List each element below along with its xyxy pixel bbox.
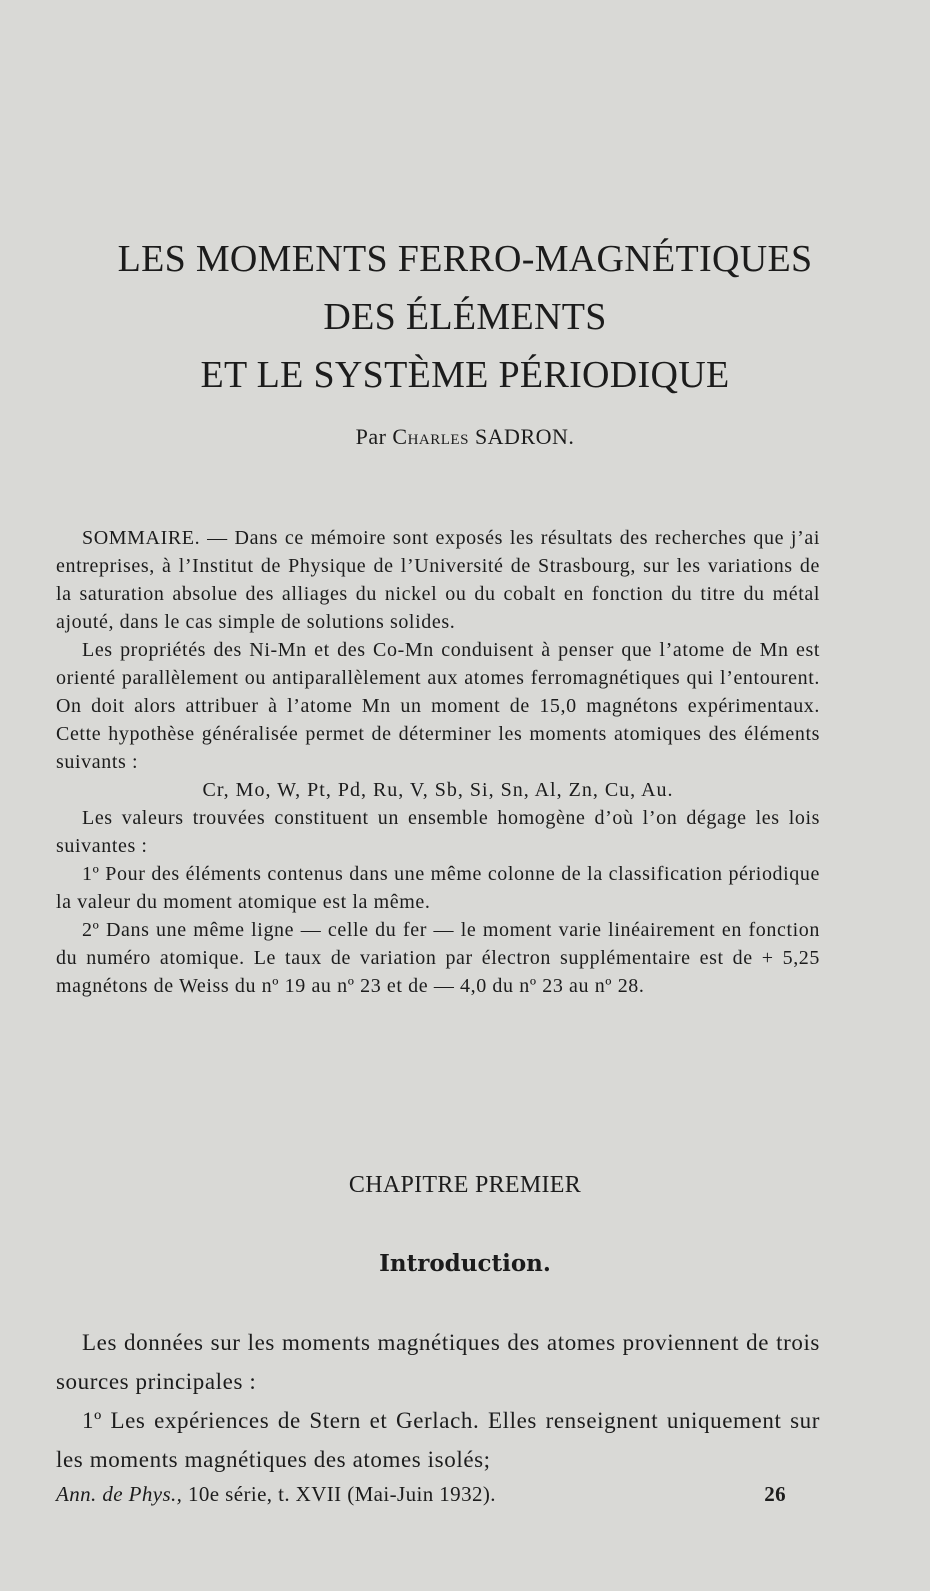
- intro-body: [56, 1323, 820, 1479]
- summary-paragraph: Les valeurs trouvées constituent un ensemble homogène d’où l’on dégage les lois suivantes :: [56, 807, 820, 857]
- title-line-2: DES ÉLÉMENTS: [323, 296, 607, 338]
- chapter-heading: CHAPITRE PREMIER: [348, 1172, 582, 1198]
- summary-law-2: 2º Dans une même ligne — celle du fer — le moment varie linéairement en fonction du numéro atomique. Le taux de variation par électron supplémentaire est de + 5,25 magnétons de Weiss du nº 19 au nº 23 et de — 4,0 du nº 23 au nº 28.: [56, 919, 820, 997]
- element-list: Cr, Mo, W, Pt, Pd, Ru, V, Sb, Si, Sn, Al, Zn, Cu, Au.: [202, 779, 674, 801]
- page-number: 26: [764, 1482, 786, 1506]
- journal-details: 10e série, t. XVII (Mai-Juin 1932).: [187, 1482, 496, 1506]
- section-heading: Introduction.: [379, 1250, 551, 1277]
- author-line: [0, 424, 930, 450]
- journal-name: Ann. de Phys.,: [56, 1482, 183, 1506]
- summary-paragraph: SOMMAIRE. — Dans ce mémoire sont exposés les résultats des recherches que j’ai entreprises, à l’Institut de Physique de l’Université de Strasbourg, sur les variations de la saturation absolue des alliages du nickel ou du cobalt en fonction du titre du métal ajouté, dans le cas simple de solutions solides.: [56, 527, 820, 633]
- intro-paragraph: Les données sur les moments magnétiques des atomes proviennent de trois sources principales :: [56, 1330, 820, 1394]
- author-prefix: Par: [355, 424, 387, 449]
- intro-paragraph: 1º Les expériences de Stern et Gerlach. Elles renseignent uniquement sur les moments magnétiques des atomes isolés;: [56, 1408, 820, 1472]
- page-footer: [56, 1482, 786, 1507]
- author-first-name: Charles: [392, 424, 469, 449]
- summary-law-1: 1º Pour des éléments contenus dans une même colonne de la classification périodique la valeur du moment atomique est la même.: [56, 863, 820, 913]
- title-line-1: LES MOMENTS FERRO-MAGNÉTIQUES: [117, 238, 813, 280]
- summary-abstract: [56, 524, 820, 1000]
- author-last-name: SADRON.: [474, 424, 575, 449]
- article-title: [0, 230, 930, 404]
- summary-paragraph: Les propriétés des Ni-Mn et des Co-Mn conduisent à penser que l’atome de Mn est orienté parallèlement ou antiparallèlement aux atomes ferromagnétiques qui l’entourent. On doit alors attribuer à l’atome Mn un moment de 15,0 magnétons expérimentaux. Cette hypothèse généralisée permet de déterminer les moments atomiques des éléments suivants :: [56, 639, 820, 773]
- title-line-3: ET LE SYSTÈME PÉRIODIQUE: [200, 354, 730, 396]
